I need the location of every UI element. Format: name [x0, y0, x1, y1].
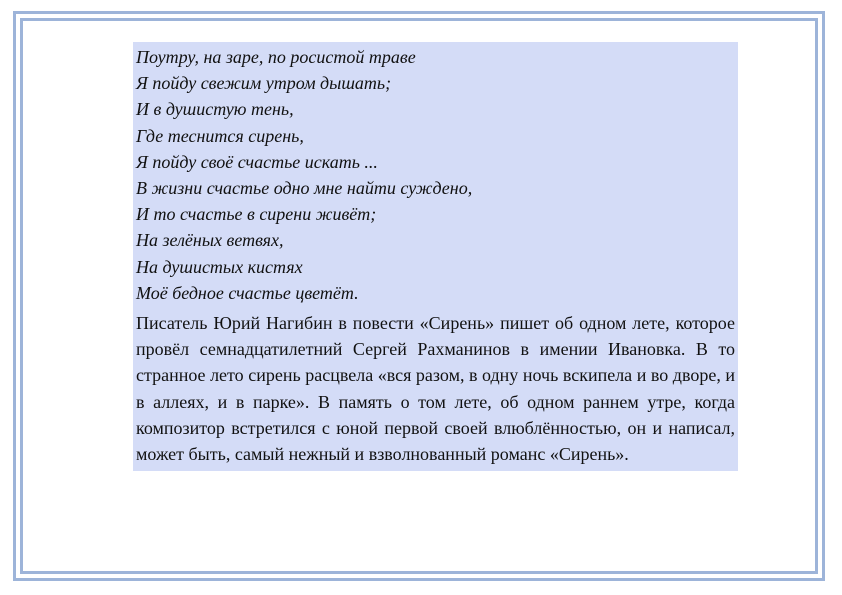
poem-line: Где теснится сирень,	[136, 125, 304, 146]
text-block	[133, 42, 738, 471]
prose-paragraph: Писатель Юрий Нагибин в повести «Сирень» пишет об одном лете, которое провёл семнадцатилетний Сергей Рахманинов в имении Ивановка. В то странное лето сирень расцвела «вся разом, в одну ночь вскипела и во дворе, и в аллеях, и в парке». В память о том лете, об одном раннем утре, когда композитор встретился с юной первой своей влюблённостью, он и написал, может быть, самый нежный и взволнованный романс «Сирень».	[136, 313, 735, 465]
poem-line: На зелёных ветвях,	[136, 230, 284, 251]
poem-line: И то счастье в сирени живёт;	[136, 204, 377, 225]
poem-line: Я пойду своё счастье искать ...	[136, 151, 378, 172]
poem-line: Я пойду свежим утром дышать;	[136, 73, 392, 94]
poem	[136, 44, 735, 306]
poem-line: И в душистую тень,	[136, 99, 294, 120]
poem-line: В жизни счастье одно мне найти суждено,	[136, 178, 473, 199]
poem-line: Поутру, на заре, по росистой траве	[136, 47, 416, 67]
poem-line: Моё бедное счастье цветёт.	[136, 282, 359, 303]
poem-line: На душистых кистях	[136, 256, 303, 277]
